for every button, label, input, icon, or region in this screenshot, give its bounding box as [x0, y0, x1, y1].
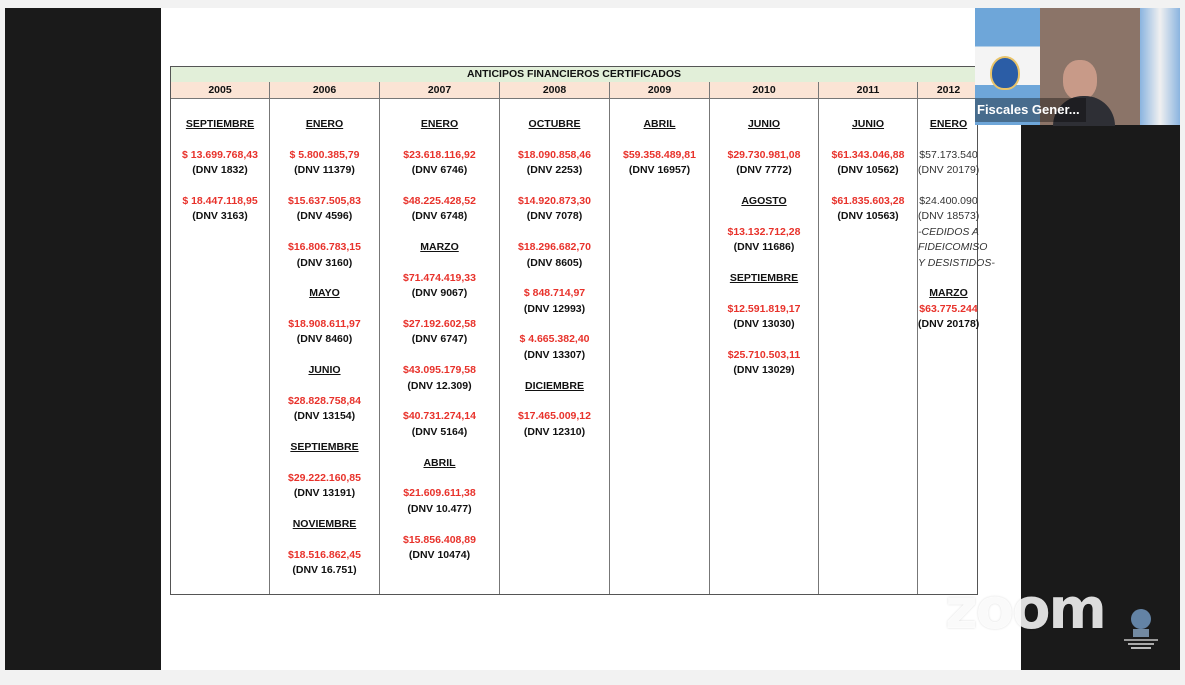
- spacer: [270, 456, 379, 471]
- month-label: JUNIO: [308, 364, 341, 377]
- spacer: [819, 132, 917, 147]
- month-label: SEPTIEMBRE: [290, 441, 359, 454]
- month-label: ENERO: [929, 118, 968, 130]
- spacer: [270, 302, 379, 317]
- amount-value: $28.828.758,84: [288, 395, 361, 408]
- year-column: [610, 82, 710, 594]
- spacer: [500, 271, 609, 286]
- month-label: JUNIO: [747, 118, 781, 130]
- spacer: [270, 132, 379, 147]
- amount-value: $18.908.611,97: [288, 318, 361, 331]
- year-header: 2009: [610, 82, 709, 99]
- amount-value: $63.775.244: [919, 302, 978, 315]
- month-label: ENERO: [420, 118, 459, 130]
- spacer: [500, 225, 609, 240]
- court-seal-icon: [1122, 605, 1160, 651]
- column-body: [819, 99, 917, 225]
- dnv-reference: (DNV 7772): [736, 164, 792, 177]
- amount-value: $ 13.699.768,43: [182, 148, 258, 161]
- dnv-reference: (DNV 13307): [523, 348, 586, 361]
- amount-value: $ 4.665.382,40: [519, 333, 590, 346]
- spacer: [710, 209, 818, 224]
- spacer: [819, 179, 917, 194]
- month-label: AGOSTO: [741, 194, 787, 207]
- spacer: [710, 132, 818, 147]
- year-header: 2010: [710, 82, 818, 99]
- spacer: [500, 363, 609, 378]
- amount-value: $17.465.009,12: [518, 410, 591, 423]
- spacer: [918, 271, 979, 286]
- amount-value: $24.400.090: [919, 194, 978, 207]
- dnv-reference: (DNV 10.477): [407, 502, 472, 515]
- dnv-reference: (DNV 20178): [918, 318, 980, 331]
- amount-value: $61.835.603,28: [831, 194, 905, 207]
- amount-value: $23.618.116,92: [403, 148, 476, 161]
- spacer: [380, 348, 499, 363]
- amount-value: $ 5.800.385,79: [289, 148, 360, 161]
- amount-value: $57.173.540: [919, 148, 978, 161]
- dnv-reference: (DNV 13154): [293, 410, 356, 423]
- dnv-reference: (DNV 16.751): [292, 564, 357, 577]
- spacer: [270, 379, 379, 394]
- dnv-reference: (DNV 11686): [733, 241, 795, 254]
- spacer: [500, 317, 609, 332]
- spacer: [270, 271, 379, 286]
- note-text: FIDEICOMISO: [918, 241, 988, 254]
- dnv-reference: (DNV 3160): [296, 256, 353, 269]
- dnv-reference: (DNV 10563): [837, 210, 899, 223]
- spacer: [270, 179, 379, 194]
- month-label: JUNIO: [851, 118, 885, 130]
- participant-head: [1063, 60, 1097, 100]
- amount-value: $16.806.783,15: [288, 241, 361, 254]
- emblem-icon: [990, 56, 1020, 90]
- column-body: [610, 99, 709, 179]
- dnv-reference: (DNV 16957): [628, 164, 691, 177]
- spacer: [380, 225, 499, 240]
- month-label: OCTUBRE: [528, 118, 581, 130]
- spacer: [500, 394, 609, 409]
- dnv-reference: (DNV 8460): [296, 333, 353, 346]
- month-label: ABRIL: [423, 456, 456, 469]
- year-header: 2008: [500, 82, 609, 99]
- spacer: [171, 132, 269, 147]
- year-column: [380, 82, 500, 594]
- column-body: [918, 99, 995, 332]
- amount-value: $13.132.712,28: [727, 225, 801, 238]
- spacer: [380, 394, 499, 409]
- spacer: [270, 533, 379, 548]
- note-text: -CEDIDOS A: [918, 225, 979, 238]
- spacer: [710, 256, 818, 271]
- amount-value: $59.358.489,81: [623, 148, 696, 161]
- dnv-reference: (DNV 11379): [294, 164, 355, 177]
- dnv-reference: (DNV 13029): [733, 364, 795, 377]
- spacer: [270, 425, 379, 440]
- spacer: [710, 286, 818, 301]
- spacer: [918, 132, 979, 147]
- dnv-reference: (DNV 6746): [411, 164, 468, 177]
- amount-value: $48.225.428,52: [403, 194, 476, 207]
- month-label: ENERO: [305, 118, 344, 130]
- spacer: [380, 440, 499, 455]
- amount-value: $21.609.611,38: [403, 487, 476, 500]
- spacer: [380, 256, 499, 271]
- amount-value: $29.222.160,85: [288, 471, 361, 484]
- year-column: [918, 82, 995, 594]
- year-column: [500, 82, 610, 594]
- note-text: Y DESISTIDOS-: [918, 256, 995, 269]
- spacer: [380, 517, 499, 532]
- month-label: NOVIEMBRE: [292, 518, 357, 531]
- month-label: MAYO: [309, 287, 340, 300]
- amount-value: $18.090.858,46: [518, 148, 591, 161]
- spacer: [380, 302, 499, 317]
- spacer: [380, 471, 499, 486]
- dnv-reference: (DNV 18573): [918, 210, 980, 223]
- dnv-reference: (DNV 10474): [408, 548, 471, 561]
- spacer: [710, 332, 818, 347]
- dnv-reference: (DNV 4596): [296, 210, 353, 223]
- spacer: [270, 225, 379, 240]
- year-column: [819, 82, 918, 594]
- amount-value: $18.296.682,70: [518, 241, 591, 254]
- year-column: [171, 82, 270, 594]
- anticipos-table: [170, 66, 995, 595]
- dnv-reference: (DNV 12310): [523, 425, 586, 438]
- column-body: [171, 99, 269, 225]
- dnv-reference: (DNV 1832): [192, 164, 248, 177]
- column-body: [380, 99, 499, 563]
- dnv-reference: (DNV 13030): [733, 318, 795, 331]
- spacer: [610, 132, 709, 147]
- spacer: [918, 179, 979, 194]
- dnv-reference: (DNV 5164): [411, 425, 468, 438]
- month-label: MARZO: [420, 241, 459, 254]
- spacer: [270, 348, 379, 363]
- zoom-watermark-logo: zoom: [945, 577, 1105, 642]
- month-label: SEPTIEMBRE: [185, 118, 255, 130]
- amount-value: $40.731.274,14: [403, 410, 476, 423]
- year-column: [710, 82, 819, 594]
- spacer: [500, 132, 609, 147]
- amount-value: $61.343.046,88: [831, 148, 905, 161]
- amount-value: $15.856.408,89: [403, 533, 476, 546]
- spacer: [380, 132, 499, 147]
- month-label: DICIEMBRE: [525, 379, 584, 392]
- spacer: [171, 179, 269, 194]
- dnv-reference: (DNV 9067): [411, 287, 468, 300]
- bottom-strip: [0, 670, 1185, 685]
- month-label: SEPTIEMBRE: [729, 271, 799, 284]
- dnv-reference: (DNV 7078): [526, 210, 583, 223]
- left-letterbox: [5, 8, 161, 670]
- year-header: 2007: [380, 82, 499, 99]
- column-body: [710, 99, 818, 379]
- dnv-reference: (DNV 13191): [293, 487, 356, 500]
- amount-value: $18.516.862,45: [288, 548, 361, 561]
- amount-value: $12.591.819,17: [727, 302, 801, 315]
- amount-value: $14.920.873,30: [518, 194, 591, 207]
- column-body: [500, 99, 609, 440]
- year-header: 2011: [819, 82, 917, 99]
- year-header: 2012: [918, 82, 979, 99]
- amount-value: $ 18.447.118,95: [182, 194, 258, 207]
- amount-value: $ 848.714,97: [523, 287, 586, 300]
- amount-value: $71.474.419,33: [403, 271, 476, 284]
- participant-name-label: Fiscales Gener...: [975, 98, 1086, 122]
- spacer: [500, 179, 609, 194]
- spacer: [710, 179, 818, 194]
- amount-value: $29.730.981,08: [727, 148, 801, 161]
- spacer: [380, 179, 499, 194]
- dnv-reference: (DNV 6747): [411, 333, 468, 346]
- dnv-reference: (DNV 12.309): [407, 379, 472, 392]
- amount-value: $43.095.179,58: [403, 364, 476, 377]
- column-body: [270, 99, 379, 579]
- dnv-reference: (DNV 2253): [526, 164, 583, 177]
- year-column: [270, 82, 380, 594]
- month-label: ABRIL: [643, 118, 676, 130]
- amount-value: $27.192.602,58: [403, 318, 476, 331]
- year-header: 2005: [171, 82, 269, 99]
- spacer: [270, 502, 379, 517]
- flag-right-background: [1140, 8, 1180, 125]
- dnv-reference: (DNV 3163): [192, 210, 248, 223]
- dnv-reference: (DNV 10562): [837, 164, 899, 177]
- dnv-reference: (DNV 12993): [523, 302, 586, 315]
- dnv-reference: (DNV 8605): [526, 256, 583, 269]
- amount-value: $25.710.503,11: [727, 348, 801, 361]
- month-label: MARZO: [929, 287, 968, 300]
- table-title: ANTICIPOS FINANCIEROS CERTIFICADOS: [171, 67, 977, 83]
- dnv-reference: (DNV 20179): [918, 164, 980, 177]
- amount-value: $15.637.505,83: [288, 194, 361, 207]
- participant-video-tile[interactable]: [975, 8, 1180, 125]
- dnv-reference: (DNV 6748): [411, 210, 468, 223]
- year-header: 2006: [270, 82, 379, 99]
